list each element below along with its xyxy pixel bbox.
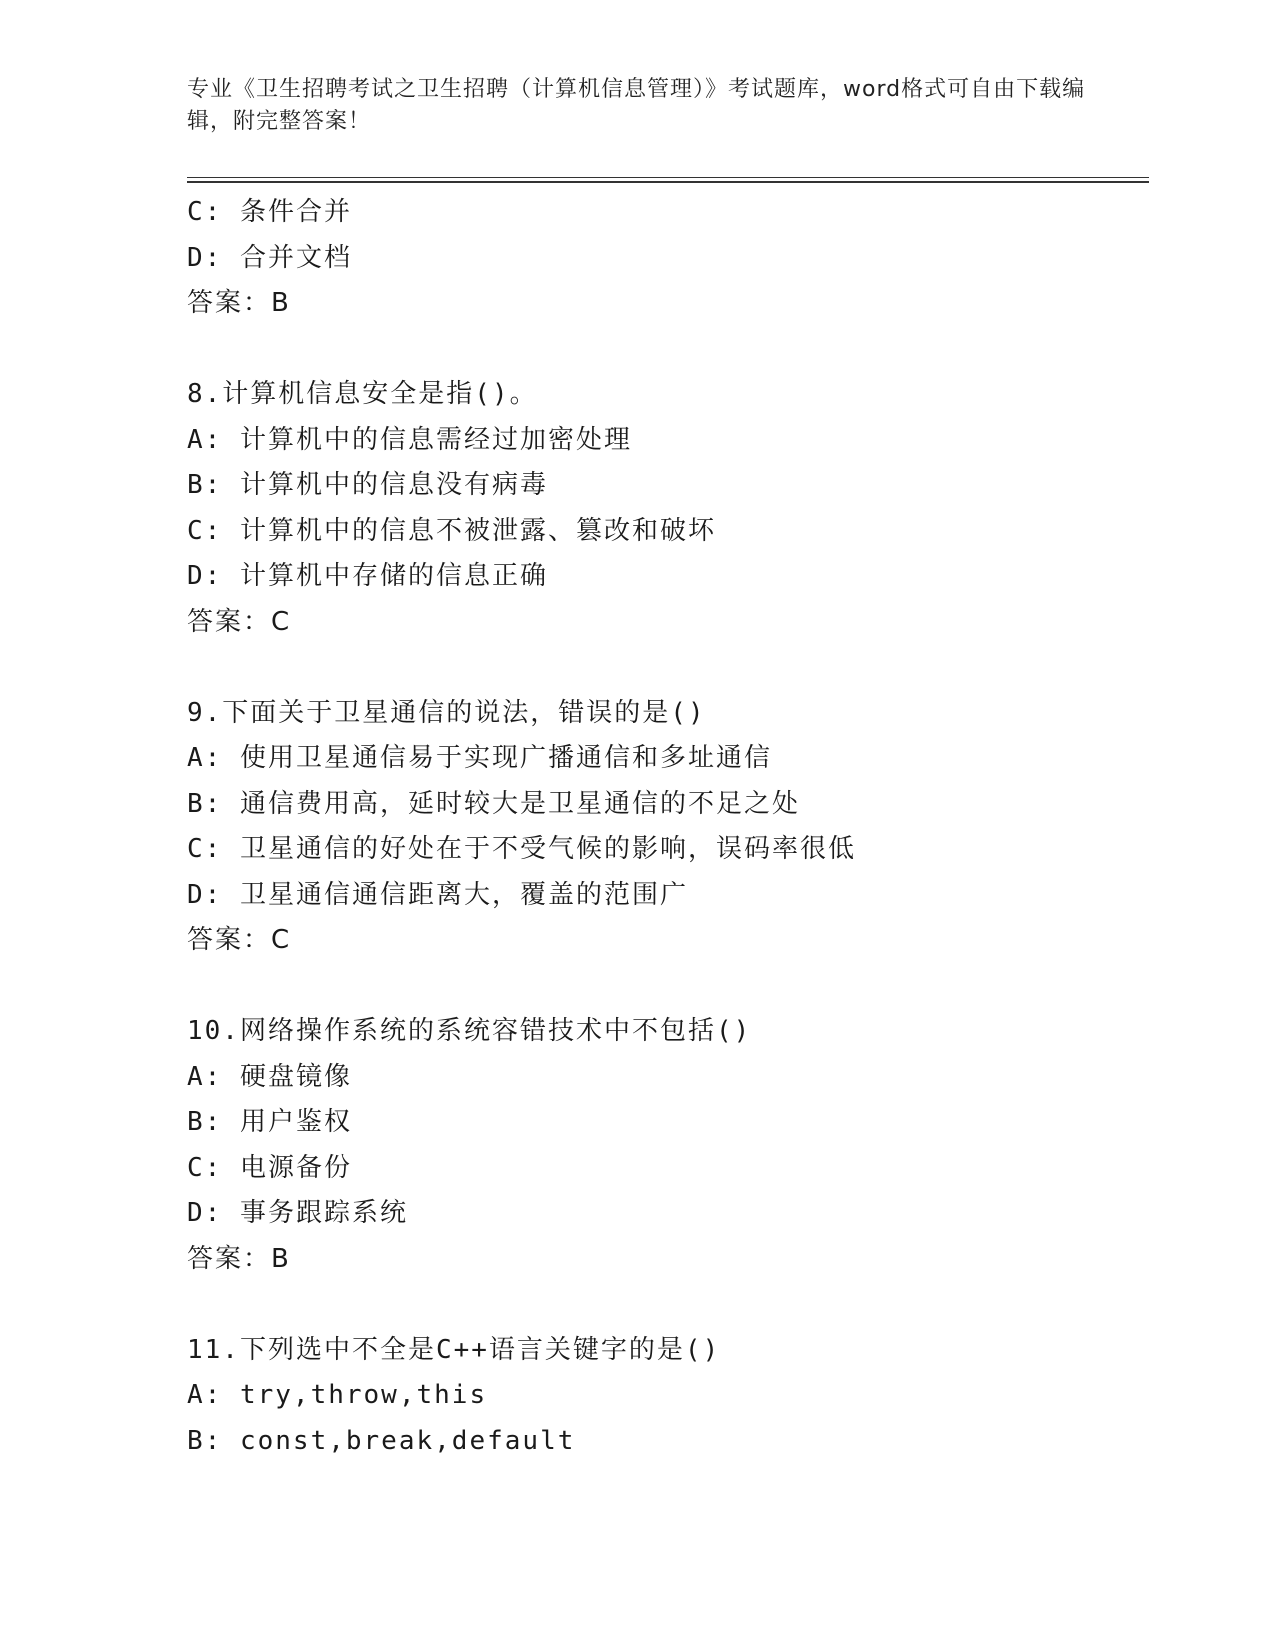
q9-option-b: B: 通信费用高，延时较大是卫星通信的不足之处 bbox=[187, 788, 800, 819]
q10-option-c: C: 电源备份 bbox=[187, 1152, 352, 1183]
spacer bbox=[187, 645, 1147, 691]
document-header: 专业《卫生招聘考试之卫生招聘（计算机信息管理）》考试题库，word格式可自由下载编辑，附完整答案！ bbox=[187, 77, 1086, 134]
spacer bbox=[187, 1282, 1147, 1328]
q11-option-a: A: try,throw,this bbox=[187, 1380, 488, 1410]
q9-option-a: A: 使用卫星通信易于实现广播通信和多址通信 bbox=[187, 743, 772, 773]
q10-question: 10.网络操作系统的系统容错技术中不包括() bbox=[187, 1016, 752, 1046]
q9-option-d: D: 卫星通信通信距离大，覆盖的范围广 bbox=[187, 879, 688, 910]
q7-option-d: D: 合并文档 bbox=[187, 242, 352, 273]
q7-answer: 答案：B bbox=[187, 288, 291, 318]
header-divider-thick bbox=[187, 181, 1149, 183]
q8-option-b: B: 计算机中的信息没有病毒 bbox=[187, 470, 548, 500]
spacer bbox=[187, 964, 1147, 1010]
q8-question: 8.计算机信息安全是指()。 bbox=[187, 379, 538, 409]
q11-option-b: B: const,break,default bbox=[187, 1425, 576, 1456]
q9-question: 9.下面关于卫星通信的说法，错误的是() bbox=[187, 697, 706, 728]
q11-question: 11.下列选中不全是C++语言关键字的是() bbox=[187, 1334, 721, 1365]
q8-option-d: D: 计算机中存储的信息正确 bbox=[187, 561, 548, 591]
q8-option-a: A: 计算机中的信息需经过加密处理 bbox=[187, 424, 632, 455]
q10-answer: 答案：B bbox=[187, 1243, 291, 1274]
spacer bbox=[187, 327, 1147, 373]
q10-option-d: D: 事务跟踪系统 bbox=[187, 1198, 408, 1228]
q8-option-c: C: 计算机中的信息不被泄露、篡改和破坏 bbox=[187, 515, 716, 546]
q9-option-c: C: 卫星通信的好处在于不受气候的影响，误码率很低 bbox=[187, 834, 856, 864]
q10-option-b: B: 用户鉴权 bbox=[187, 1107, 352, 1137]
q8-answer: 答案：C bbox=[187, 606, 292, 637]
q9-answer: 答案：C bbox=[187, 925, 292, 955]
q10-option-a: A: 硬盘镜像 bbox=[187, 1061, 352, 1092]
q7-option-c: C: 条件合并 bbox=[187, 197, 352, 227]
question-list bbox=[187, 190, 1147, 1464]
header-divider-thin bbox=[187, 177, 1149, 178]
